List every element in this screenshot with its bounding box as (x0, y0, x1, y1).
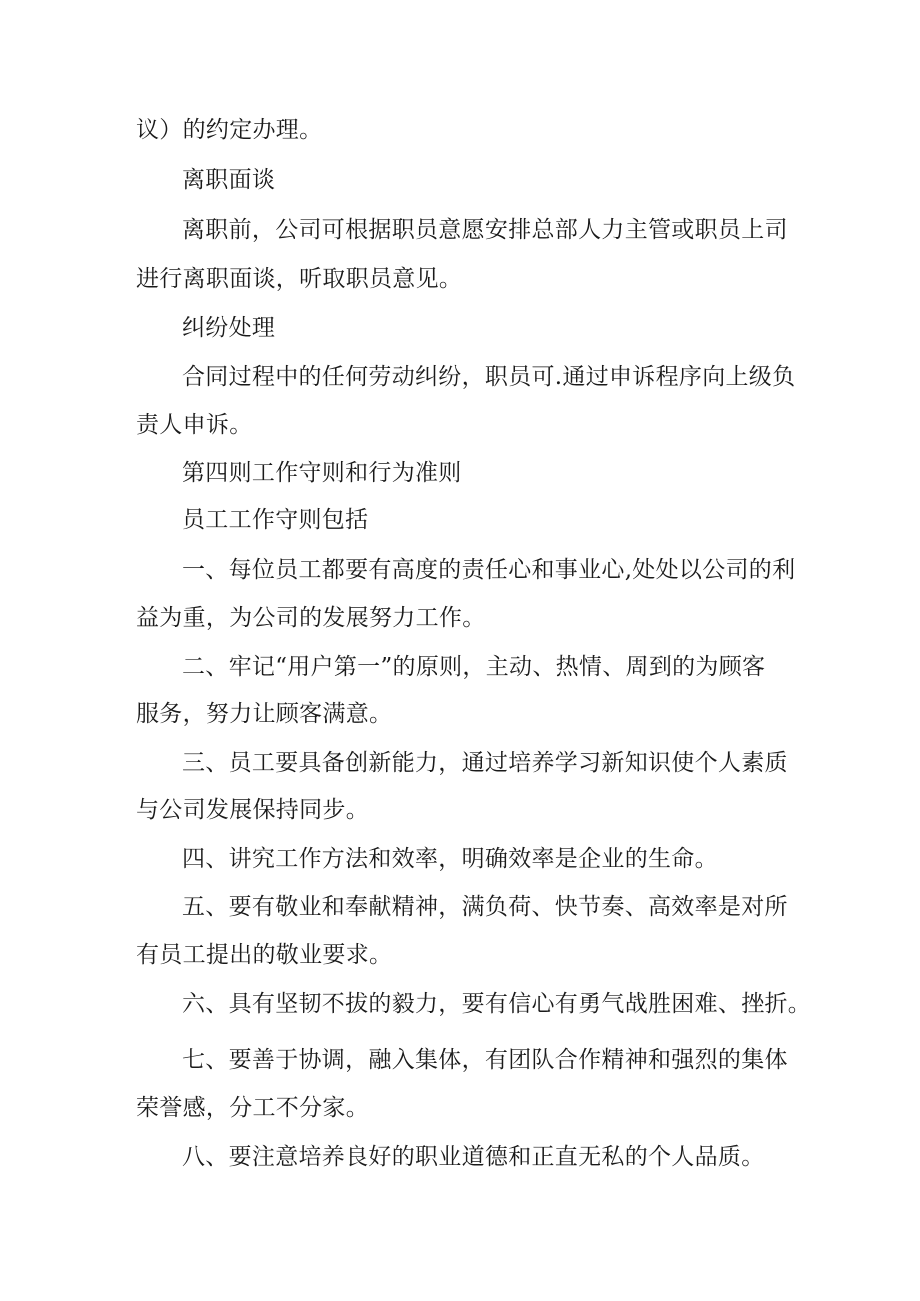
text-line: 八、要注意培养良好的职业道德和正直无私的个人品质。 (182, 1144, 765, 1170)
text-line: 益为重，为公司的发展努力工作。 (136, 605, 486, 631)
text-line: 荣誉感，分工不分家。 (136, 1095, 369, 1121)
section-heading: 离职面谈 (182, 167, 276, 193)
text-line: 二、牢记“用户第一”的原则，主动、热情、周到的为顾客 (182, 654, 766, 680)
text-line: 服务，努力让顾客满意。 (136, 701, 393, 727)
text-line: 六、具有坚韧不拔的毅力，要有信心有勇气战胜困难、挫折。 (182, 991, 812, 1017)
text-line: 合同过程中的任何劳动纠纷，职员可.通过申诉程序向上级负 (182, 364, 796, 390)
text-line: 一、每位员工都要有高度的责任心和事业心,处处以公司的利 (182, 557, 796, 583)
text-line: 有员工提出的敬业要求。 (136, 942, 393, 968)
text-line: 离职前，公司可根据职员意愿安排总部人力主管或职员上司 (182, 217, 788, 243)
text-line: 五、要有敬业和奉献精神，满负荷、快节奏、高效率是对所 (182, 894, 788, 920)
text-line: 三、员工要具备创新能力，通过培养学习新知识使个人素质 (182, 750, 788, 776)
text-line: 七、要善于协调，融入集体，有团队合作精神和强烈的集体 (182, 1047, 788, 1073)
section-heading: 员工工作守则包括 (182, 507, 369, 533)
text-line: 与公司发展保持同步。 (136, 797, 369, 823)
section-heading: 纠纷处理 (182, 315, 276, 341)
section-heading: 第四则工作守则和行为准则 (182, 460, 462, 486)
text-line: 责人申诉。 (136, 412, 253, 438)
text-line: 进行离职面谈，听取职员意见。 (136, 266, 463, 292)
text-line: 四、讲究工作方法和效率，明确效率是企业的生命。 (182, 846, 718, 872)
text-line: 议）的约定办理。 (136, 117, 323, 143)
